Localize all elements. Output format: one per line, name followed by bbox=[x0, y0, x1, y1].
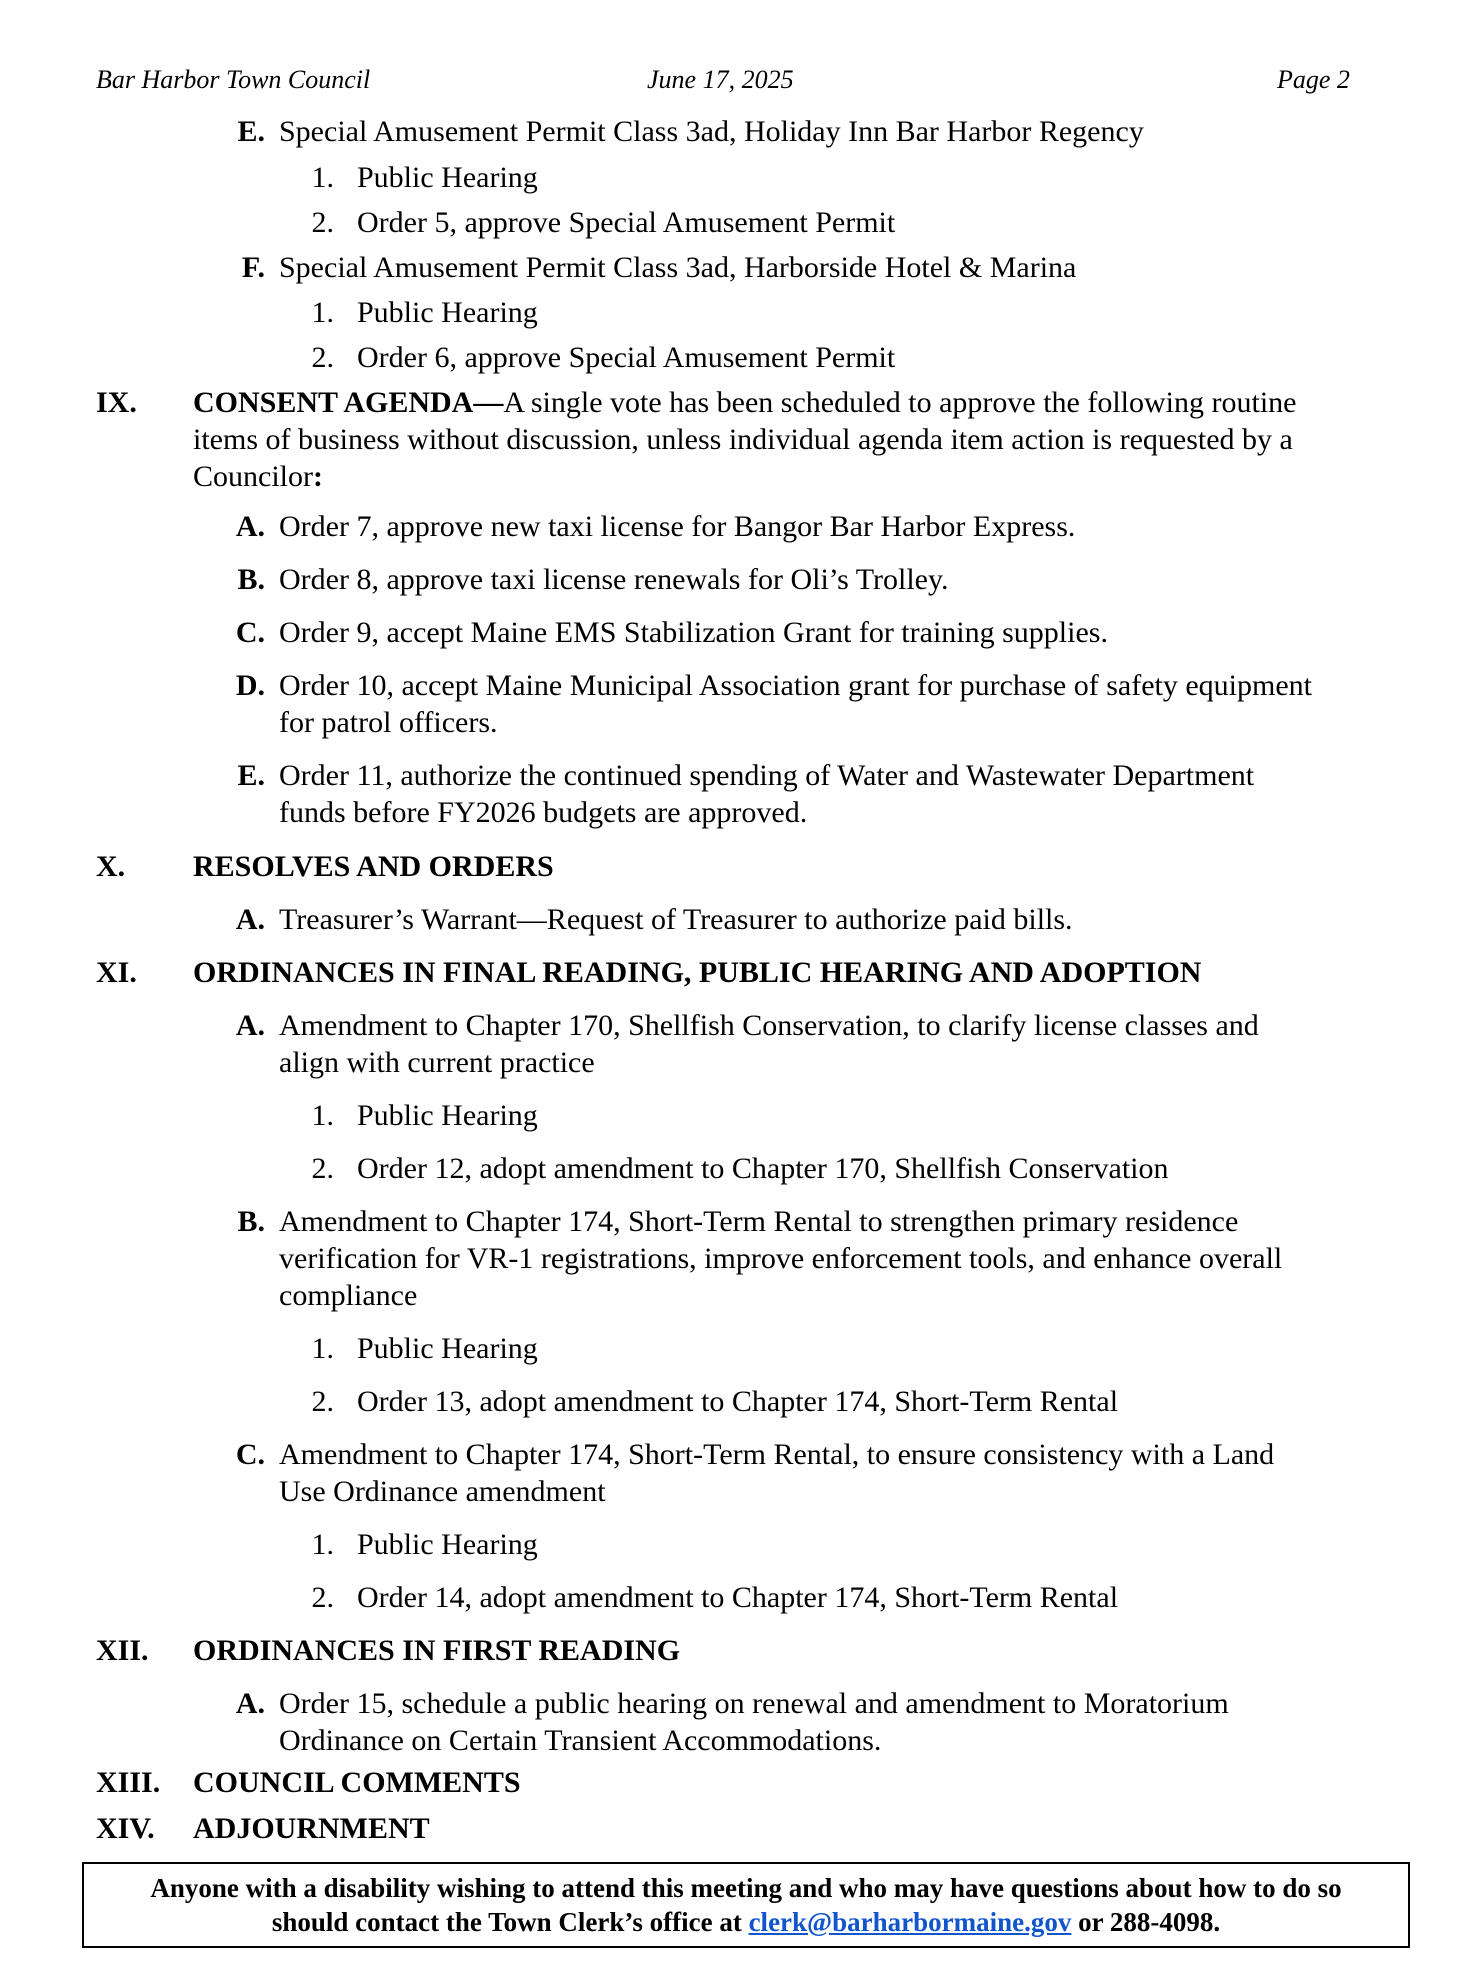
subitem-number: 2. bbox=[311, 1385, 334, 1418]
section-title: ORDINANCES IN FINAL READING, PUBLIC HEARING AND ADOPTION bbox=[193, 956, 1202, 989]
item-text: Amendment to Chapter 170, Shellfish Conservation, to clarify license classes and bbox=[279, 1009, 1259, 1042]
accessibility-notice-box bbox=[82, 1862, 1410, 1948]
item-text: align with current practice bbox=[279, 1046, 595, 1079]
subitem-text: Order 6, approve Special Amusement Permit bbox=[357, 341, 896, 374]
item-text: Order 15, schedule a public hearing on renewal and amendment to Moratorium bbox=[279, 1687, 1229, 1720]
subitem-number: 2. bbox=[311, 1152, 334, 1185]
subitem-text: Public Hearing bbox=[357, 1099, 538, 1132]
subitem-number: 2. bbox=[311, 341, 334, 374]
subitem-number: 1. bbox=[311, 1099, 334, 1132]
section-number: IX. bbox=[96, 386, 137, 419]
section-heading-consent-agenda bbox=[193, 384, 1296, 422]
subitem-text: Order 13, adopt amendment to Chapter 174, Short-Term Rental bbox=[357, 1385, 1119, 1418]
item-text: Order 7, approve new taxi license for Bangor Bar Harbor Express. bbox=[279, 510, 1076, 543]
item-text: Order 11, authorize the continued spending of Water and Wastewater Department bbox=[279, 759, 1255, 792]
subitem-number: 1. bbox=[311, 161, 334, 194]
item-text: Special Amusement Permit Class 3ad, Holiday Inn Bar Harbor Regency bbox=[279, 115, 1144, 148]
section-number: XIII. bbox=[96, 1766, 161, 1799]
item-text: Use Ordinance amendment bbox=[279, 1475, 606, 1508]
item-letter: E. bbox=[237, 759, 265, 792]
subitem-number: 1. bbox=[311, 1528, 334, 1561]
item-letter: C. bbox=[235, 616, 265, 649]
item-text: for patrol officers. bbox=[279, 706, 498, 739]
header-organization: Bar Harbor Town Council bbox=[96, 65, 371, 94]
clerk-email-link[interactable]: clerk@barharbormaine.gov bbox=[748, 1907, 1072, 1937]
item-letter: F. bbox=[241, 251, 265, 284]
section-number: XII. bbox=[96, 1634, 149, 1667]
item-text: Amendment to Chapter 174, Short-Term Rental to strengthen primary residence bbox=[279, 1205, 1239, 1238]
notice-line: Anyone with a disability wishing to attend this meeting and who may have questions about how to do so bbox=[150, 1873, 1342, 1903]
item-letter: A. bbox=[235, 510, 265, 543]
section-title: RESOLVES AND ORDERS bbox=[193, 850, 554, 883]
item-text: Order 9, accept Maine EMS Stabilization Grant for training supplies. bbox=[279, 616, 1108, 649]
item-text: Amendment to Chapter 174, Short-Term Rental, to ensure consistency with a Land bbox=[279, 1438, 1275, 1471]
section-number: XIV. bbox=[96, 1812, 155, 1845]
header-page-number: Page 2 bbox=[1277, 65, 1350, 94]
subitem-text: Public Hearing bbox=[357, 1528, 538, 1561]
subitem-number: 1. bbox=[311, 1332, 334, 1365]
section-intro: items of business without discussion, unless individual agenda item action is requested by a bbox=[193, 423, 1293, 456]
section-intro-end: Councilor bbox=[193, 460, 313, 493]
item-text: compliance bbox=[279, 1279, 418, 1312]
subitem-number: 2. bbox=[311, 206, 334, 239]
subitem-text: Order 14, adopt amendment to Chapter 174, Short-Term Rental bbox=[357, 1581, 1119, 1614]
section-title: CONSENT AGENDA— bbox=[193, 386, 504, 419]
subitem-text: Public Hearing bbox=[357, 1332, 538, 1365]
notice-text: should contact the Town Clerk’s office at bbox=[271, 1907, 749, 1937]
section-intro-colon: : bbox=[313, 460, 323, 493]
item-letter: B. bbox=[237, 1205, 265, 1238]
subitem-text: Order 5, approve Special Amusement Permit bbox=[357, 206, 896, 239]
item-letter: E. bbox=[237, 115, 265, 148]
item-letter: B. bbox=[237, 563, 265, 596]
section-number: X. bbox=[96, 850, 126, 883]
item-letter: A. bbox=[235, 903, 265, 936]
section-title: ORDINANCES IN FIRST READING bbox=[193, 1634, 681, 1667]
notice-line bbox=[84, 1905, 1408, 1939]
subitem-text: Public Hearing bbox=[357, 296, 538, 329]
item-text: Treasurer’s Warrant—Request of Treasurer to authorize paid bills. bbox=[279, 903, 1073, 936]
notice-text: or 288-4098. bbox=[1071, 1907, 1221, 1937]
item-text: Order 8, approve taxi license renewals for Oli’s Trolley. bbox=[279, 563, 949, 596]
section-title: COUNCIL COMMENTS bbox=[193, 1766, 521, 1799]
item-letter: A. bbox=[235, 1009, 265, 1042]
section-intro: A single vote has been scheduled to approve the following routine bbox=[503, 386, 1297, 419]
item-letter: A. bbox=[235, 1687, 265, 1720]
item-text: funds before FY2026 budgets are approved. bbox=[279, 796, 808, 829]
section-number: XI. bbox=[96, 956, 137, 989]
subitem-text: Public Hearing bbox=[357, 161, 538, 194]
item-text: verification for VR-1 registrations, improve enforcement tools, and enhance overall bbox=[279, 1242, 1283, 1275]
section-title: ADJOURNMENT bbox=[193, 1812, 430, 1845]
section-intro bbox=[193, 458, 323, 496]
subitem-text: Order 12, adopt amendment to Chapter 170, Shellfish Conservation bbox=[357, 1152, 1169, 1185]
header-date: June 17, 2025 bbox=[647, 65, 794, 94]
item-text: Order 10, accept Maine Municipal Association grant for purchase of safety equipment bbox=[279, 669, 1312, 702]
item-text: Ordinance on Certain Transient Accommodations. bbox=[279, 1724, 882, 1757]
item-letter: C. bbox=[235, 1438, 265, 1471]
item-text: Special Amusement Permit Class 3ad, Harborside Hotel & Marina bbox=[279, 251, 1077, 284]
item-letter: D. bbox=[235, 669, 265, 702]
subitem-number: 2. bbox=[311, 1581, 334, 1614]
subitem-number: 1. bbox=[311, 296, 334, 329]
